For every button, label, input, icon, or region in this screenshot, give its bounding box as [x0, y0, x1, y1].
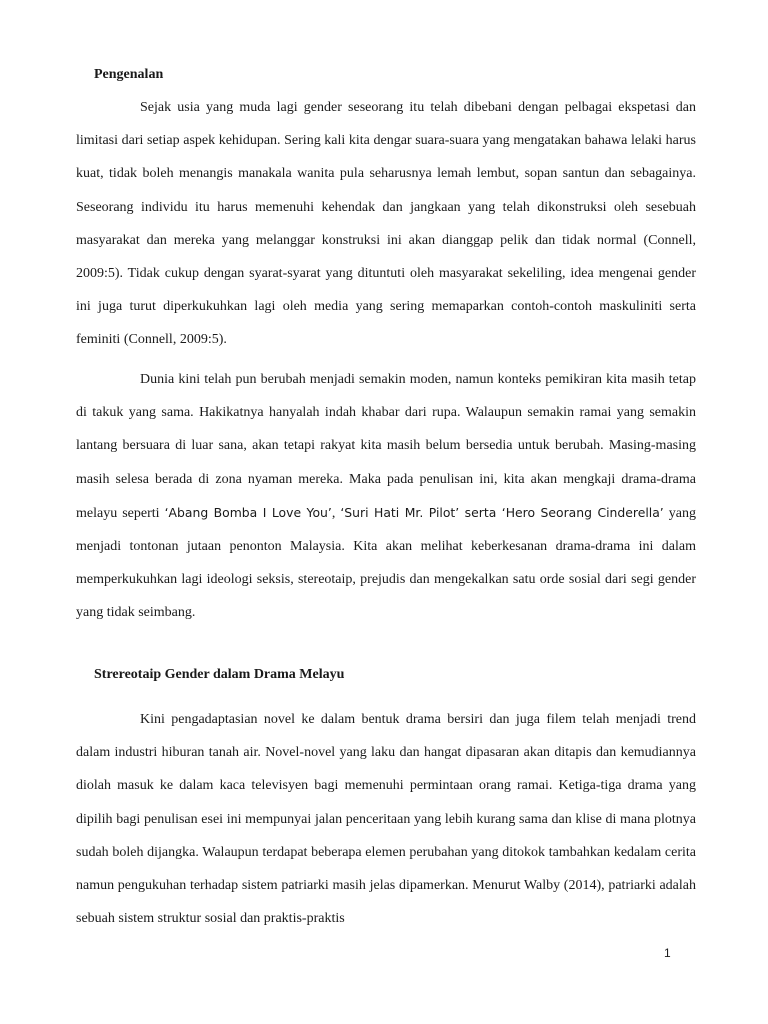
drama-title-suri-hati-hero: ‘Suri Hati Mr. Pilot’ serta ‘Hero Seorang Cinderella’ — [340, 504, 664, 520]
paragraph-intro-2-text-after: yang menjadi tontonan jutaan penonton Malaysia. Kita akan melihat keberkesanan drama-drama ini dalam memperkukuhkan lagi ideologi seksis, stereotaip, prejudis dan mengekalkan satu orde sosial dari segi gender yang tidak seimbang. — [76, 505, 696, 621]
drama-title-abang-bomba: ‘Abang Bomba I Love You’ — [164, 504, 332, 520]
drama-title-separator: , — [331, 505, 341, 521]
paragraph-intro-1: Sejak usia yang muda lagi gender seseorang itu telah dibebani dengan pelbagai ekspetasi dan limitasi dari setiap aspek kehidupan. Sering kali kita dengar suara-suara yang mengatakan bahawa lelaki harus kuat, tidak boleh menangis manakala wanita pula seharusnya lemah lembut, sopan santun dan sebagainya. Seseorang individu itu harus memenuhi kehendak dan jangkaan yang telah dikonstruksi oleh sesebuah masyarakat dan mereka yang melanggar konstruksi ini akan dianggap pelik dan tidak normal (Connell, 2009:5). Tidak cukup dengan syarat-syarat yang dituntuti oleh masyarakat sekeliling, idea mengenai gender ini juga turut diperkukuhkan lagi oleh media yang sering memaparkan contoh-contoh maskuliniti serta feminiti (Connell, 2009:5). — [76, 100, 696, 348]
section-heading-pengenalan: Pengenalan — [94, 67, 164, 82]
paragraph-intro-2-text-before: Dunia kini telah pun berubah menjadi semakin moden, namun konteks pemikiran kita masih tetap di takuk yang sama. Hakikatnya hanyalah indah khabar dari rupa. Walaupun semakin ramai yang semakin lantang bersuara di luar sana, akan tetapi rakyat kita masih belum bersedia untuk berubah. Masing-masing masih selesa berada di zona nyaman mereka. Maka pada penulisan ini, kita akan mengkaji drama-drama melayu seperti — [76, 372, 696, 521]
paragraph-stereotaip-1: Kini pengadaptasian novel ke dalam bentuk drama bersiri dan juga filem telah menjadi trend dalam industri hiburan tanah air. Novel-novel yang laku dan hangat dipasaran akan ditapis dan kemudiannya diolah masuk ke dalam kaca televisyen bagi memenuhi permintaan orang ramai. Ketiga-tiga drama yang dipilih bagi penulisan esei ini mempunyai jalan penceritaan yang lebih kurang sama dan klise di mana plotnya sudah boleh dijangka. Walaupun terdapat beberapa elemen perubahan yang ditokok tambahkan kedalam cerita namun pengukuhan terhadap sistem patriarki masih jelas dipamerkan. Menurut Walby (2014), patriarki adalah sebuah sistem struktur sosial dan praktis-praktis — [76, 712, 696, 927]
section-heading-stereotaip: Strereotaip Gender dalam Drama Melayu — [94, 667, 345, 682]
paragraph-intro-2 — [76, 363, 696, 630]
page-number: 1 — [664, 946, 671, 960]
